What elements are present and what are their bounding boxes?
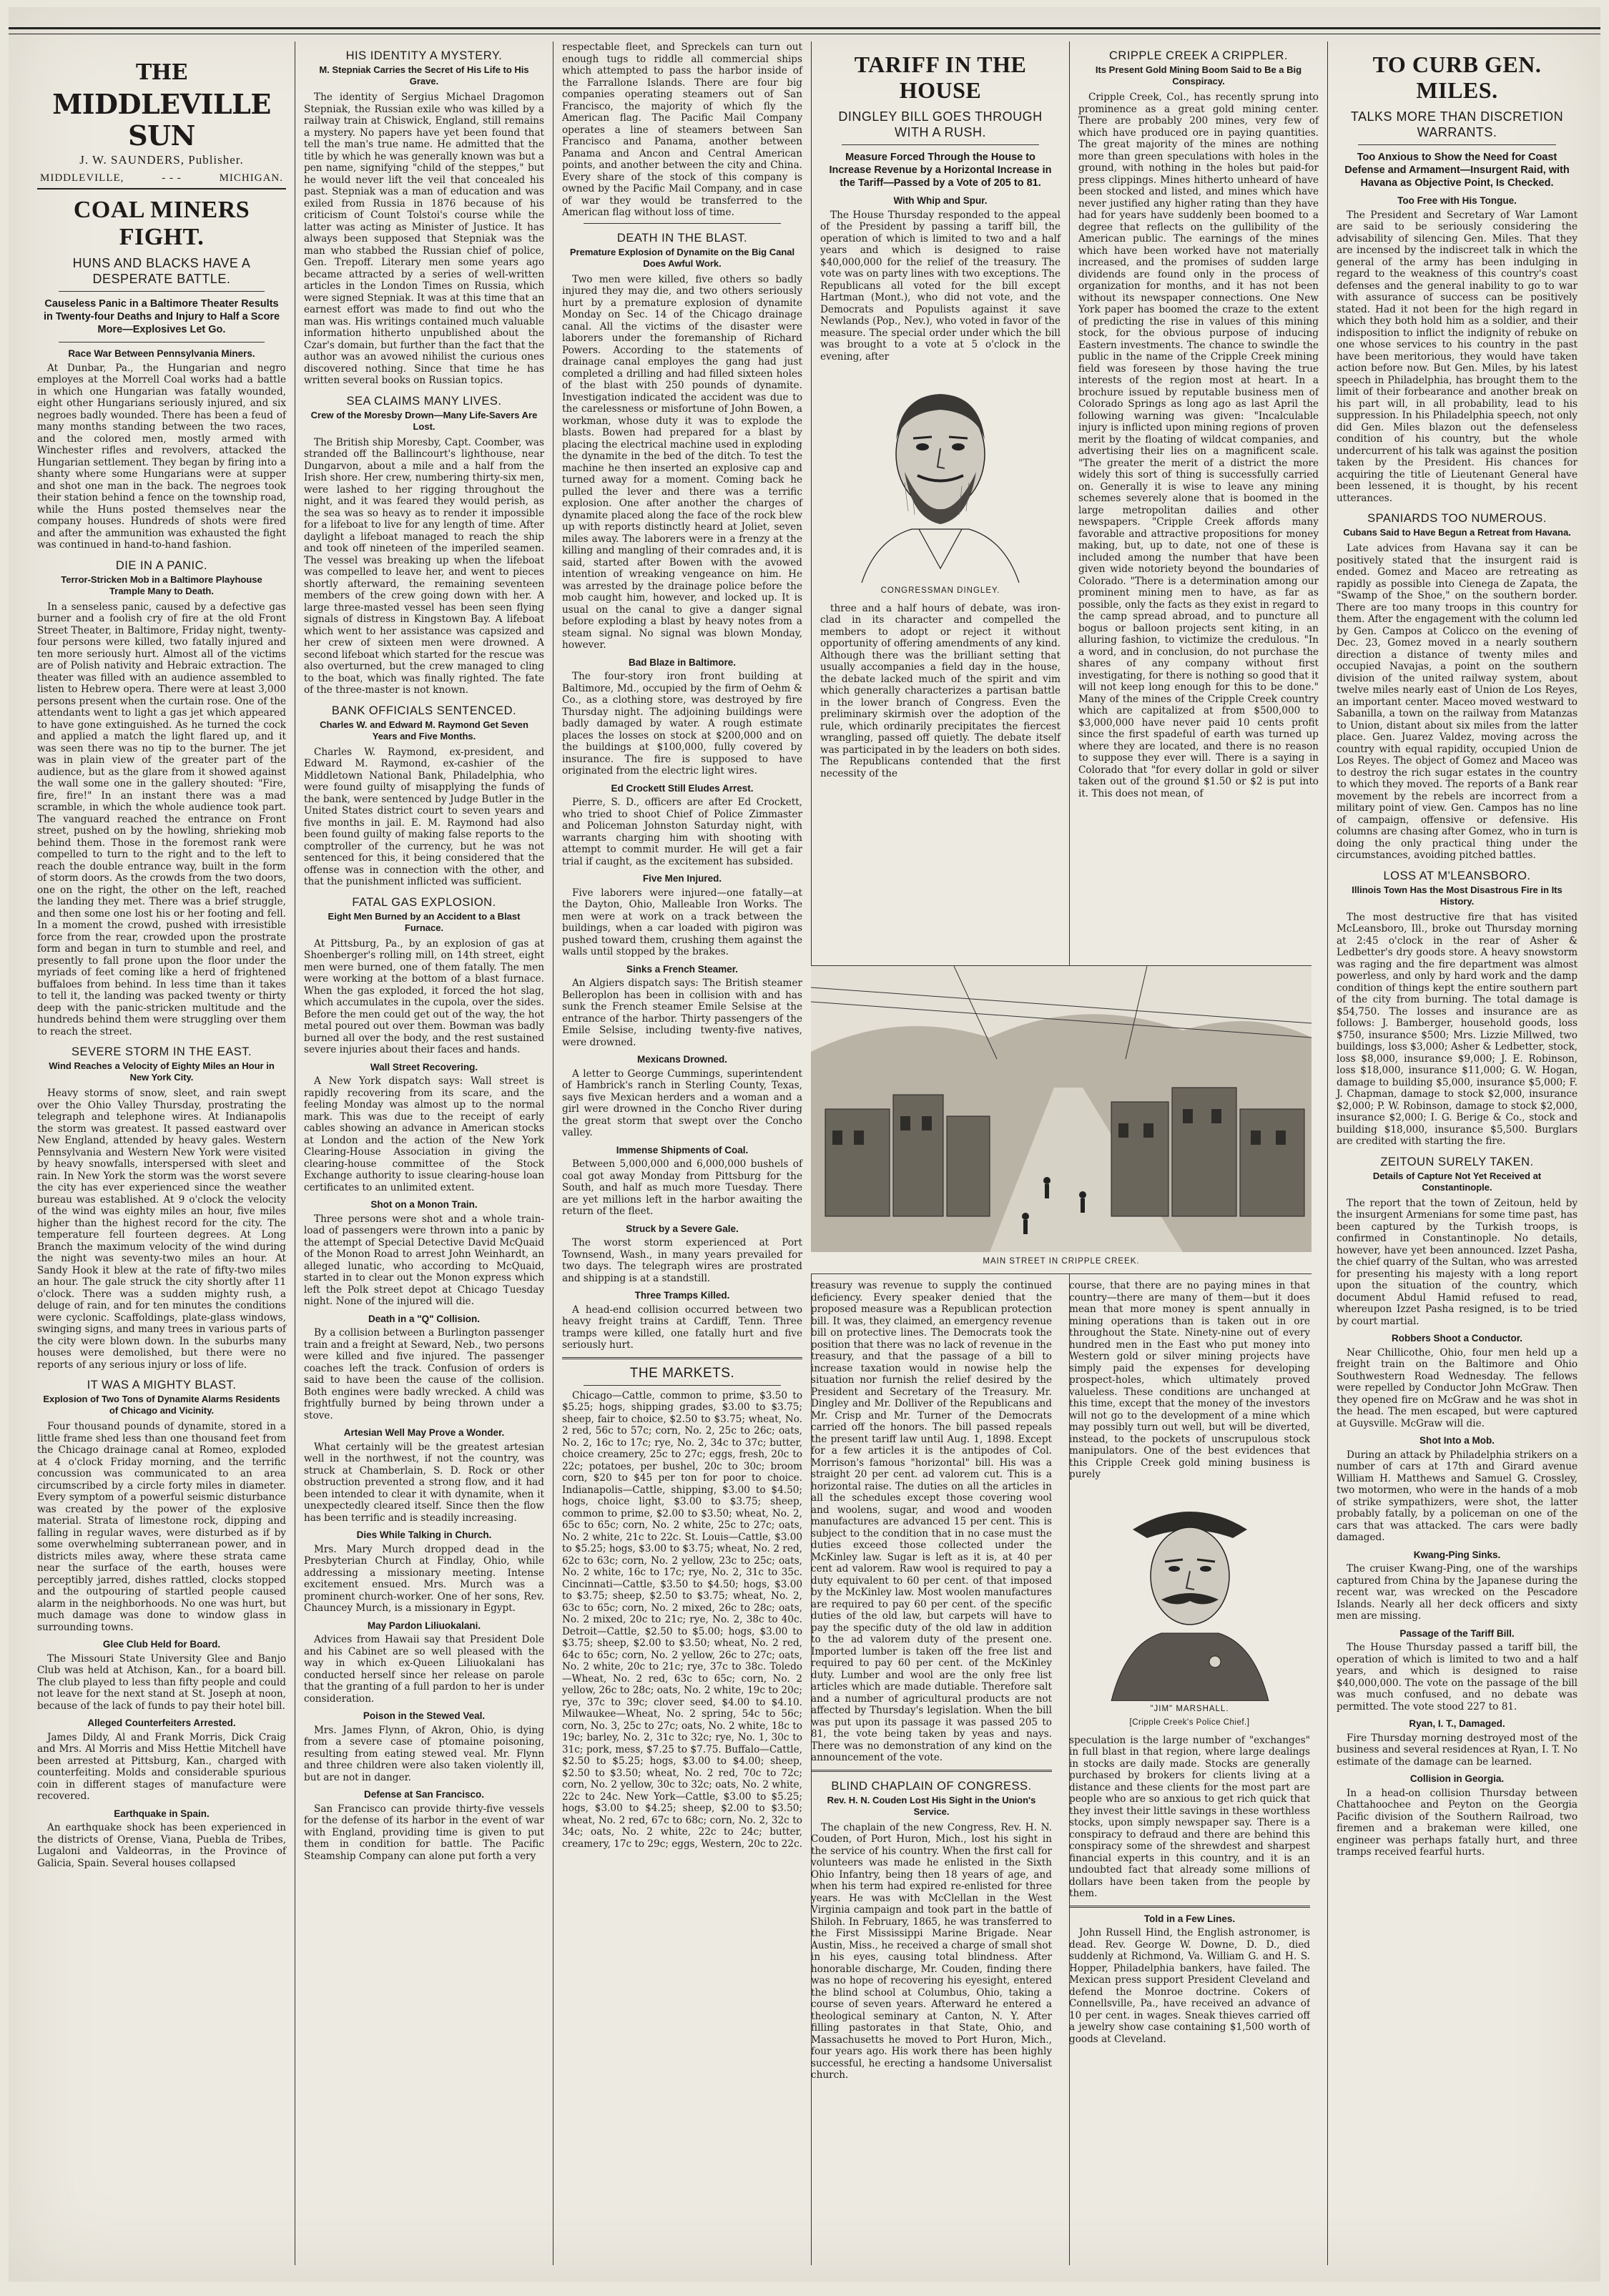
zeitoun-sub: Details of Capture Not Yet Received at Constantinople.: [1372, 1170, 1542, 1193]
divider: [842, 144, 1039, 145]
wall-text: A New York dispatch says: Wall street is rapidly recovering from its scare, and the feeling Monday was almost up to the normal mark. This was due to the receipt of early cables showing an advance in American stocks at London and the action of the New York Clearing-House Association in giving the clearing-house committee of the Stock Exchange authority to issue clearing-house loan certificates to an unlimited extent.: [304, 1075, 544, 1193]
column-2: [295, 41, 553, 2265]
church-text: Mrs. Mary Murch dropped dead in the Presbyterian Church at Findlay, Ohio, while addressing a missionary meeting. Intense excitement ensued. Mrs. Murch was a prominent church-worker. One of her sons, Rev. Chauncey Murch, is a missionary in Egypt.: [304, 1543, 544, 1614]
divider: [59, 342, 265, 343]
masthead-dashes: - - -: [162, 172, 182, 184]
tariff-below-text: treasury was revenue to supply the continued deficiency. Every speaker denied that the proposed measure was a Republican protection bill. It was, they claimed, an emergency revenue bill on protective lines. The Democrats took the position that there was no lack of revenue in the treasury, and that the passage of a bill to increase taxation would in nowise help the situation nor furnish the relief desired by the President and Secretary of the Treasury. Mr. Dingley and Mr. Dolliver of the Republicans and Mr. Crisp and Mr. Turner of the Democrats carried off the honors. The bill passed repeals the present tariff law until Aug. 1, 1898. Except for a few articles it is the antipodes of Col. Morrison's famous "horizontal" bill. His was a straight 20 per cent. ad valorem cut. This is a horizontal raise. The duties on all the articles in all the schedules except those covering wool and woolens, sugar, and wood and wooden manufactures are advanced 15 per cent. This is subject to the condition that in no case must the duties exceed those collected under the McKinley law. Sugar is left as it is, at 40 per cent ad valorem. Raw wool is required to pay a duty equivalent to 60 per cent. of that imposed by the McKinley law. Most woolen manufactures are required to pay 60 per cent. of the specific duties of the old law, but carpets will have to pay the specific duty of the old law in addition to the ad valorem duty of the present one. Imported lumber is taken off the free list and required to pay 60 per cent. of the McKinley duty. Lumber and wool are the only free list articles which are made dutiable. Therefore salt and a number of agricultural products are not affected by Thursday's legislation. When the bill was put upon its passage it was passed 205 to 81, the vote being taken by yeas and nays. There was no demonstration of any kind on the announcement of the vote.: [811, 1280, 1052, 1763]
zeitoun-head: ZEITOUN SURELY TAKEN.: [1380, 1155, 1534, 1168]
robbers-text: Near Chillicothe, Ohio, four men held up a freight train on the Baltimore and Ohio Southwestern Road Wednesday. The fellows were repelled by Conductor John McGraw. Then they opened fire on McGraw and he was shot in the head. The men escaped, but were captured at Guysville. McGraw will die.: [1337, 1346, 1578, 1429]
masthead-town: MIDDLEVILLE,: [40, 172, 124, 184]
sea-sub: Crew of the Moresby Drown—Many Life-Savers Are Lost.: [310, 409, 538, 432]
tramps-head: Three Tramps Killed.: [634, 1290, 730, 1301]
masthead-place: [37, 172, 286, 184]
divider: [584, 223, 781, 224]
robbers-head: Robbers Shoot a Conductor.: [1391, 1333, 1522, 1344]
spaniards-text: Late advices from Havana say it can be positively stated that the insurgent raid is ended. Gomez and Maceo are retreating as rapidly as possible into Cienega de Zapata, the "Swamp of the Shoe," on the southern border. There are too many troops in this country for them. After the engagement with the column led by Gen. Campos at Colicco on the evening of Dec. 23, Gomez moved in a nearly southern direction a distance of twenty miles and occupied Navajas, a point on the southern division of the united railway system, about twelve miles nearly east of Union de Los Reyes, an important center. Maceo moved westward to Sabanilla, a town on the railway from Matanzas to Union, distant about six miles from the latter place. Gen. Juarez Valdez, moving across the country with equal rapidity, occupied Union de Los Reyes. The object of Gomez and Maceo was to destroy the rich sugar estates in the country to which they moved. The reports of a Bank rear movement by the rebels are incorrect from a military point of view. Gen. Campos has no line of campaign, offensive or defensive. His columns are chasing after Gomez, who in turn is doing the only practical thing under the circumstances, avoiding pitched battles.: [1337, 543, 1578, 861]
identity-head: HIS IDENTITY A MYSTERY.: [345, 49, 503, 62]
steamer-text: An Algiers dispatch says: The British steamer Belleroplon has been in collision with and has sunk the French steamer Emile Selsise at the entrance of the harbor. Thirty passengers of the Emile Selsise, including twenty-five natives, were drowned.: [562, 977, 802, 1048]
tariff-head: TARIFF IN THE HOUSE: [854, 51, 1027, 103]
portrait-dingley: [820, 368, 1061, 597]
tramps-text: A head-end collision occurred between two heavy freight trains at Cardiff, Tenn. Three tramps were killed, one fatally hurt and five seriously hurt.: [562, 1304, 802, 1351]
counterfeit-text: James Dildy, Al and Frank Morris, Dick Craig and Mrs. Al Morris and Miss Hettie Mitchell have been arrested at Pittsburg, Kan., charged with counterfeiting. Molds and considerable spurious coin in different stages of manufacture were recovered.: [37, 1731, 286, 1802]
glee-text: The Missouri State University Glee and Banjo Club was held at Atchison, Kan., for a board bill. The club played to less than fifty people and could not leave for the next stand at St. Joseph at noon, because of the lack of funds to pay their hotel bill.: [37, 1652, 286, 1712]
portrait-marshall-subcaption: [Cripple Creek's Police Chief.]: [1129, 1718, 1250, 1727]
q-head: Death in a "Q" Collision.: [368, 1313, 481, 1324]
blast-sub: Explosion of Two Tons of Dynamite Alarms Residents of Chicago and Vicinity.: [43, 1394, 280, 1416]
glee-head: Glee Club Held for Board.: [102, 1639, 221, 1650]
identity-sub: M. Stepniak Carries the Secret of His Life to His Grave.: [319, 64, 529, 87]
deck-panic: Causeless Panic in a Baltimore Theater Results in Twenty-four Deaths and Injury to Half a Score More—Explosives Let Go.: [43, 298, 280, 335]
masthead-state: MICHIGAN.: [219, 172, 283, 184]
race-war-head: Race War Between Pennsylvania Miners.: [68, 348, 255, 359]
passage-text: The House Thursday passed a tariff bill, the operation of which is limited to two and a half years, and which is designed to raise $40,000,000. The vote on the passage of the bill was much confused, and no debate was permitted. The vote stood 227 to 81.: [1337, 1642, 1578, 1713]
five-text: Five laborers were injured—one fatally—at the Dayton, Ohio, Malleable Iron Works. The men were at work on a track between the buildings, when a car loaded with pigiron was pushed toward them, crushing them against the walls until stopped by the brakes.: [562, 887, 802, 957]
chaplain-sub: Rev. H. N. Couden Lost His Sight in the Union's Service.: [827, 1794, 1036, 1817]
monon-head: Shot on a Monon Train.: [370, 1199, 478, 1210]
defense-text: San Francisco can provide thirty-five vessels for the defense of its harbor in the event of war with England, providing time is given to put them in condition for battle. The Pacific Steamship Company can alone put forth a very: [304, 1803, 544, 1862]
panic-head: DIE IN A PANIC.: [115, 558, 208, 572]
artesian-head: Artesian Well May Prove a Wonder.: [343, 1427, 505, 1438]
spaniards-head: SPANIARDS TOO NUMEROUS.: [1367, 512, 1547, 525]
gas-text: At Pittsburg, Pa., by an explosion of gas at Shoenberger's rolling mill, on 14th street, eight men were burned, one of them fatally. The men were working at the bottom of a blast furnace. When the gas exploded, it forced the hot slag, which accumulates in the cupola, over the sides. Before the men could get out of the way, the hot metal poured out over them. Bowman was badly burned all over the body, and the rest sustained severe injuries about their faces and hands.: [304, 937, 544, 1055]
monon-text: Three persons were shot and a whole train-load of passengers were thrown into a panic by the attempt of Special Detective David McQuaid of the Monon Road to arrest John Weinhardt, an alleged lunatic, who according to McQuaid, started in to clear out the Monon express which left the Polk street depot at Chicago Tuesday night. None of the injured will die.: [304, 1213, 544, 1307]
artesian-text: What certainly will be the greatest artesian well in the northwest, if not the country, was struck at Chamberlain, S. D. Rock or other obstruction prevented a strong flow, and it had been intended to clear it with dynamite, when it unexpectedly cleared itself. Since then the flow has been terrific and is steadily increasing.: [304, 1441, 544, 1524]
death-sub: Premature Explosion of Dynamite on the Big Canal Does Awful Work.: [569, 246, 795, 269]
defense-head: Defense at San Francisco.: [363, 1789, 485, 1800]
mexicans-text: A letter to George Cummings, superintendent of Hambrick's ranch in Sterling County, Texas, says five Mexican herders and a woman and a girl were drowned in the Concho River during the great storm that swept over the Concho valley.: [562, 1068, 802, 1138]
dingley-deck: Measure Forced Through the House to Increase Revenue by a Horizontal Increase in the Tariff—Passed by a Vote of 205 to 81.: [829, 152, 1052, 189]
sea-head: SEA CLAIMS MANY LIVES.: [346, 394, 502, 408]
headline-coal-miners: COAL MINERS FIGHT.: [73, 197, 250, 250]
column-4-lower: [811, 1280, 1052, 2265]
whip-head: With Whip and Spur.: [893, 195, 988, 206]
blast-head: IT WAS A MIGHTY BLAST.: [87, 1379, 237, 1391]
storm-text: Heavy storms of snow, sleet, and rain swept over the Ohio Valley Thursday, prostrating the telegraph and telephone wires. At Indianapolis the storm was greatest. It passed eastward over New England, attended by heavy gales. Western Pennsylvania and Western New York were visited by heavy snowfalls, interspersed with sleet and rain. In New York the storm was the worst severe the city has ever experienced since the weather bureau was established. At 9 o'clock the velocity of the wind was eighty miles an hour, five miles higher than the highest record for the city. The temperature fell fourteen degrees. At Long Branch the maximum velocity of the wind during the night was seventy-two miles an hour. At Sandy Hook it blew at the rate of fifty-two miles an hour. The gale struck the city shortly after 11 o'clock. There was a sudden mighty rush, a deluge of rain, and for ten minutes the conditions were cyclonic. Scaffoldings, plate-glass windows, swinging signs, and many trees in various parts of the city were blown down. In the suburbs many houses were demolished, but there were no reports of any serious injury or loss of life.: [37, 1088, 286, 1371]
church-head: Dies While Talking in Church.: [356, 1529, 492, 1540]
bank-head: BANK OFFICIALS SENTENCED.: [331, 704, 517, 717]
bank-sub: Charles W. and Edward M. Raymond Get Seven Years and Five Months.: [320, 719, 528, 741]
newspaper-page: [9, 7, 1600, 2282]
tongue-head: Too Free with His Tongue.: [1397, 195, 1517, 206]
gas-head: FATAL GAS EXPLOSION.: [352, 895, 496, 909]
told-head: Told in a Few Lines.: [1143, 1913, 1236, 1924]
sinks-text: The cruiser Kwang-Ping, one of the warships captured from China by the Japanese during the recent war, was wrecked on the Pescadore Islands. Nearly all her deck officers and sixty men are missing.: [1337, 1563, 1578, 1622]
subhead-huns-blacks: HUNS AND BLACKS HAVE A DESPERATE BATTLE.: [72, 256, 251, 286]
steamer-head: Sinks a French Steamer.: [626, 963, 739, 975]
divider-double: [562, 1357, 802, 1359]
identity-text: The identity of Sergius Michael Dragomon Stepniak, the Russian exile who was killed by a railway train at Chiswick, England, still remains a mystery. No papers have yet been found that tell the man's true name. He admitted that the title by which he was generally known was but a pen name, signifying "child of the steppes," but he would never lift the veil that concealed his past. Stepniak was a man of education and was exiled from Russia in 1876 because of his criticism of Count Tolstoi's course while the latter was acting as Minister of Justice. It has always been supposed that Stepniak was the man who stabbed the Russian chief of police, Gen. Trepoff. Literary men some years ago became attracted by a series of well-written articles in the London Times on Russia, which were signed Stepniak. It was at this time that an earnest effort was made to find out who the man was. His writings contained much valuable information hitherto unpublished about the Czar's domain, but further than the fact that the author was an avowed nihilist the curious ones discovered nothing. Since that time he has written several books on Russian topics.: [304, 92, 544, 386]
bank-text: Charles W. Raymond, ex-president, and Edward M. Raymond, ex-cashier of the Middletown National Bank, Philadelphia, who were found guilty of misapplying the funds of the bank, were sentenced by Judge Butler in the United States district court to seven years and five months in jail. E. M. Raymond had also been found guilty of making false reports to the comptroller of the currency, but he was not sentenced for this, it being considered that the offense was in connection with the other, and that the punishment inflicted was sufficient.: [304, 746, 544, 887]
column-3: [553, 41, 812, 2265]
miles-sub: TALKS MORE THAN DISCRETION WARRANTS.: [1350, 109, 1564, 139]
masthead: [37, 41, 286, 189]
masthead-publisher: J. W. SAUNDERS, Publisher.: [79, 153, 244, 167]
q-text: By a collision between a Burlington passenger train and a freight at Seward, Neb., two persons were killed and five injured. The passenger coaches left the track. Confusion of orders is said to have been the cause of the collision. Both engines were badly wrecked. A child was frightfully burned by being thrown under a stove.: [304, 1327, 544, 1422]
column-1: [37, 41, 295, 2265]
defense-continued-text: respectable fleet, and Spreckels can turn out enough tugs to riddle all commercial ships which attempted to pass the harbor inside of the Farrallone Islands. There are four big companies operating steamers out of San Francisco, the majority of which fly the American flag. The Pacific Mail Company operates a line of steamers between San Francisco and Panama, another between Panama and Ancon and Central American points, and another between the city and China. Every share of the stock of this company is owned by the Pacific Mail Company, and in case of war they would be transferred to the American flag without loss of time.: [562, 41, 802, 218]
cripple-sub: Its Present Gold Mining Boom Said to Be a Big Conspiracy.: [1095, 64, 1302, 87]
after-portrait-text: three and a half hours of debate, was iron-clad in its character and compelled the members to adopt or reject it without opportunity of offering amendments of any kind. Although there was the brilliant setting that usually accompanies a field day in the house, the debate lacked much of the spirit and vim which generally characterizes a partisan battle in the lower branch of Congress. Even the preliminary skirmish over the adoption of the rule, which ordinarily precipitates the fiercest wrangling, passed off quietly. The debate itself was participated in by the leaders on both sides. The Republicans contended that the first necessity of the: [820, 602, 1061, 779]
pardon-head: May Pardon Liliuokalani.: [367, 1620, 481, 1631]
divider: [584, 1385, 781, 1386]
miles-head: TO CURB GEN. MILES.: [1372, 51, 1542, 103]
storm-head: SEVERE STORM IN THE EAST.: [71, 1045, 252, 1058]
dingley-head: DINGLEY BILL GOES THROUGH WITH A RUSH.: [838, 109, 1043, 139]
column-6: [1328, 41, 1586, 2265]
told-text: John Russell Hind, the English astronomer, is dead. Rev. George W. Downe, D. D., died suddenly at Richmond, Va. William G. and H. S. Hopper, Philadelphia bankers, have failed. The Mexican press support President Cleveland and defend the Monroe doctrine. Cokers of Connellsville, Pa., have received an advance of 10 per cent. in wages. Sneak thieves carried off a jewelry show case containing $1,500 worth of goods at Cleveland.: [1069, 1927, 1310, 2045]
quake-text: An earthquake shock has been experienced in the districts of Orense, Viana, Puebla de Tribes, Lugaloni and Valdeorras, in the Province of Galicia, Spain. Several houses collapsed: [37, 1822, 286, 1869]
passage-head: Passage of the Tariff Bill.: [1399, 1627, 1515, 1639]
top-rule: [9, 27, 1600, 34]
miles-deck: Too Anxious to Show the Need for Coast Defense and Armament—Insurgent Raid, with Havana as Objective Point, Is Checked.: [1344, 152, 1570, 189]
blaze-head: Bad Blaze in Baltimore.: [628, 656, 737, 668]
main-street-caption: MAIN STREET IN CRIPPLE CREEK.: [983, 1257, 1140, 1266]
five-head: Five Men Injured.: [642, 873, 722, 884]
divider: [1358, 144, 1556, 145]
cripple-head: CRIPPLE CREEK A CRIPPLER.: [1108, 49, 1288, 62]
portrait-dingley-caption: CONGRESSMAN DINGLEY.: [880, 586, 1000, 595]
loss-sub: Illinois Town Has the Most Disastrous Fire in Its History.: [1352, 884, 1563, 907]
cripple-text: Cripple Creek, Col., has recently sprung into prominence as a great gold mining center. There are probably 200 mines, very few of which have produced ore in paying quantities. The great majority of the mines are nothing more than green speculations with holes in the ground, with nothing in the holes but paid-for press clippings. Mines hitherto unheard of have been stocked and listed, and mines which have never justified any higher rating than they have had for years have suddenly been boomed to a degree that reflects on the gullibility of the American public. The earnings of the mines which have been worked have not materially increased, and the promises of sudden large dividends are found only in the process of organization for months, and it has not been without its newspaper connections. One New York paper has boomed the craze to the extent of predicting the rise in values of this mining stock, for the obvious purpose of inducing Eastern investments. The chance to swindle the public in the name of the Cripple Creek mining field was foreseen by those having the true interests of the region most at heart. In a brochure issued by reputable business men of Colorado Springs as long ago as last April the following warning was given: "Incalculable injury is inflicted upon mining regions of proven merit by the floating of wildcat companies, and advertising their lies on a magnificent scale. "The greater the merit of a district the more widely this sort of thing is successfully carried on. Generally it is wise to leave any mining schemes severely alone that is boomed in the large metropolitan dailies and other newspapers. "Cripple Creek affords many favorable and attractive propositions for money making, but, up to date, not one of these is included among the number that have been given wide notoriety beyond the boundaries of Colorado. "There is a determination among our prominent mining men to have, as far as possible, only the facts as they exist in regard to the camp spread abroad, and to puncture all bogus or balloon projects sent kiting, in an alluring fashion, to victimize the credulous. "In a word, and in conclusion, do not purchase the shares of any company without first investigating, for there is nothing so good that it will not keep long enough for this to be done." Many of the mines of the Cripple Creek country which are capitalized at from $500,000 to $3,000,000 have never paid 10 cents profit since the first spadeful of earth was turned up where they are located, and there is no reason to suppose they ever will. There is a saying in Colorado that "for every dollar in gold or silver taken out of the ground $1.50 or $2 is put into it. This does not mean, of: [1078, 92, 1319, 799]
quake-head: Earthquake in Spain.: [114, 1808, 210, 1819]
coal-text: Between 5,000,000 and 6,000,000 bushels of coal got away Monday from Pittsburg for the South, and half as much more Tuesday. There are yet millions left in the harbor awaiting the return of the fleet.: [562, 1158, 802, 1217]
column-5-lower: [1069, 1280, 1310, 2265]
veal-head: Poison in the Stewed Veal.: [363, 1710, 486, 1721]
georgia-head: Collision in Georgia.: [1409, 1773, 1505, 1784]
masthead-the: THE: [135, 60, 188, 85]
pardon-text: Advices from Hawaii say that President Dole and his Cabinet are so well pleased with the way in which ex-Queen Liliuokalani has conducted herself since her release on parole that the granting of a full pardon to her is under consideration.: [304, 1634, 544, 1705]
cripple-cont-text: course, that there are no paying mines in that country—there are many of them—but it does mean that more money is spent annually in mining operations than is taken out in ore throughout the State. Ninety-nine out of every hundred men in the East who put money into Western gold or silver mining projects have simply paid the expenses for developing prospect-holes, which ultimately proved valueless. These conditions are unchanged at this time, except that the money of the investors will not go to the development of a mine which may possibly turn out well, but will be diverted, instead, to the pockets of unscrupulous stock manipulators. One of the best evidences that this Cripple Creek gold mining business is purely: [1069, 1280, 1310, 1480]
sea-text: The British ship Moresby, Capt. Coomber, was stranded off the Ballincourt's lighthouse, near Dungarvon, about a mile and a half from the Irish shore. Her crew, numbering thirty-six men, were lashed to her rigging throughout the night, and it was feared they would perish, as the sea was so heavy as to render it impossible for a lifeboat to live for any length of time. After daylight a lifeboat managed to reach the ship and took off nineteen of the imperiled seamen. The vessel was breaking up when the lifeboat was compelled to leave her, and went to pieces shortly afterward, the remaining seventeen members of the crew going down with her. A large three-masted vessel has been seen flying signals of distress in Kingstown Bay. A lifeboat which went to her assistance was capsized and her crew of sixteen men were drowned. A second lifeboat which started for the rescue was also overturned, but the crew managed to cling to the boat, which was finally righted. The fate of the three-master is not known.: [304, 436, 544, 696]
race-war-text: At Dunbar, Pa., the Hungarian and negro employes at the Morrell Coal works had a battle in which one Hungarian was fatally wounded, eight other Hungarians seriously injured, and six negroes badly wounded. There has been a feud of many months standing between the two races, and the colored men, mostly armed with Winchester rifles and revolvers, attacked the Hungarian settlement. They began by firing into a shanty where some Hungarians were at supper and shot one man in the back. The negroes took their station behind a fence on the township road, while the Huns posted themselves near the company houses. Hundreds of shots were fired and after the ammunition was exhausted the fight was continued in hand-to-hand fashion.: [37, 362, 286, 551]
gale-text: The worst storm experienced at Port Townsend, Wash., in many years prevailed for two days. The telegraph wires are prostrated and shipping is at a standstill.: [562, 1237, 802, 1284]
markets-text: Chicago—Cattle, common to prime, $3.50 to $5.25; hogs, shipping grades, $3.00 to $3.75; sheep, fair to choice, $2.50 to $3.75; wheat, No. 2 red, 56c to 57c; corn, No. 2, 25c to 26c; oats, No. 2, 16c to 17c; rye, No. 2, 34c to 37c; butter, choice creamery, 25c to 27c; eggs, fresh, 20c to 22c; potatoes, per bushel, 20c to 30c; broom corn, $20 to $45 per ton for poor to choice. Indianapolis—Cattle, shipping, $3.00 to $4.50; hogs, choice light, $3.00 to $3.75; sheep, common to prime, $2.00 to $3.50; wheat, No. 2, 65c to 65c; corn, No. 2 white, 25c to 27c; oats, No. 2 white, 21c to 22c. St. Louis—Cattle, $3.00 to $5.25; hogs, $3.00 to $3.75; wheat, No. 2 red, 62c to 63c; corn, No. 2 yellow, 23c to 25c; oats, No. 2 white, 16c to 17c; rye, No. 2, 31c to 35c. Cincinnati—Cattle, $3.50 to $4.50; hogs, $3.00 to $3.75; sheep, $2.50 to $3.75; wheat, No. 2, 63c to 65c; corn, No. 2 mixed, 26c to 28c; oats, No. 2 mixed, 20c to 21c; rye, No. 2, 38c to 40c. Detroit—Cattle, $2.50 to $5.00; hogs, $3.00 to $3.75; sheep, $2.00 to $3.50; wheat, No. 2 red, 64c to 65c; corn, No. 2 yellow, 26c to 27c; oats, No. 2 white, 20c to 21c; rye, 37c to 38c. Toledo—Wheat, No. 2 red, 63c to 65c; corn, No. 2 yellow, 26c to 28c; oats, No. 2 white, 19c to 20c; rye, 37c to 39c; clover seed, $4.00 to $4.10. Milwaukee—Wheat, No. 2 spring, 54c to 56c; corn, No. 3, 25c to 27c; oats, No. 2 white, 18c to 19c; barley, No. 2, 31c to 32c; rye, No. 1, 30c to 31c; pork, mess, $7.25 to $7.75. Buffalo—Cattle, $2.50 to $5.25; hogs, $3.00 to $4.00; sheep, $2.50 to $3.50; wheat, No. 2 red, 70c to 72c; corn, No. 2 yellow, 30c to 32c; oats, No. 2 white, 22c to 24c. New York—Cattle, $3.00 to $5.25; hogs, $3.00 to $4.25; sheep, $2.00 to $3.50; wheat, No. 2 red, 67c to 68c; corn, No. 2, 32c to 34c; oats, No. 2 white, 22c to 24c; butter, creamery, 17c to 29c; eggs, Western, 20c to 22c.: [562, 1389, 803, 1850]
divider-double: [811, 1770, 1052, 1772]
veal-text: Mrs. James Flynn, of Akron, Ohio, is dying from a severe case of ptomaine poisoning, resulting from eating stewed veal. Mr. Flynn and three children were also taken violently ill, but are not in danger.: [304, 1724, 544, 1783]
portrait-marshall-caption: "JIM" MARSHALL.: [1150, 1704, 1229, 1713]
mob-text: During an attack by Philadelphia strikers on a number of cars at 17th and Girard avenue William H. Matthews and Samuel G. Crossley, two motormen, who were in the hands of a mob of strike sympathizers, were shot, the latter probably fatally, by a policeman on one of the cars that was attacked. The cars were badly damaged.: [1337, 1449, 1578, 1543]
mexicans-head: Mexicans Drowned.: [636, 1054, 728, 1065]
georgia-text: In a head-on collision Thursday between Chattahoochee and Peyton on the Georgia Pacific division of the Southern Railroad, two firemen and a brakeman were killed, one engineer was perhaps fatally hurt, and three tramps received fearful hurts.: [1337, 1787, 1578, 1858]
crockett-head: Ed Crockett Still Eludes Arrest.: [611, 782, 754, 794]
marshall-portrait-image: [1090, 1487, 1290, 1701]
loss-text: The most destructive fire that has visited McLeansboro, Ill., broke out Thursday morning at 2:45 o'clock in the rear of Asher & Ledbetter's dry goods store. A heavy snowstorm was raging and the fire department was almost powerless, and only by hard work and the damp condition of things kept the entire southern part of the city from burning. The total damage is $54,750. The losses and insurance are as follows: J. Bamberger, household goods, loss $750, insurance $500; Mrs. Lizzie Millwed, two buildings, loss $3,000; Asher & Ledbetter, stock, loss $8,000, insurance $9,000; J. E. Robinson, loss $18,000, insurance $11,000; G. W. Hogan, damage to building $5,000, insurance $5,000; F. J. Chapman, damage to stock $2,000, insurance $2,000; P. W. Robinson, damage to stock $2,000, insurance $2,000; I. G. Berige & Co., stock and building $18,000, insurance $5,500. Burglars are credited with starting the fire.: [1337, 911, 1578, 1147]
chaplain-text: The chaplain of the new Congress, Rev. H. N. Couden, of Port Huron, Mich., lost his sight in the service of his country. When the first call for volunteers was made he enlisted in the Sixth Ohio Infantry, being then 18 years of age, and when his term had expired re-enlisted for three years. He was with McClellan in the West Virginia campaign and took part in the battle of Shiloh. In February, 1865, he was transferred to the First Mississippi Marine Brigade. Near Austin, Miss., he received a charge of small shot in his eyes, causing total blindness. After honorable discharge, Mr. Couden, finding there was no hope of recovering his eyesight, entered the blind school at Columbus, Ohio, taking a course of seven years. Afterward he entered a theological seminary at Canton, N. Y. After filling pastorates in that State, Ohio, and Massachusetts he moved to Port Huron, Mich., four years ago. His work there has been highly successful, he erecting a handsome Universalist church.: [811, 1821, 1052, 2081]
counterfeit-head: Alleged Counterfeiters Arrested.: [87, 1718, 236, 1728]
markets-head: THE MARKETS.: [629, 1365, 735, 1381]
wall-head: Wall Street Recovering.: [370, 1061, 478, 1073]
masthead-name: MIDDLEVILLE SUN: [52, 88, 271, 152]
chaplain-head: BLIND CHAPLAIN OF CONGRESS.: [831, 1779, 1032, 1793]
crockett-text: Pierre, S. D., officers are after Ed Crockett, who tried to shoot Chief of Police Zimmaster and Policeman Johnston Saturday night, with warrants charging him with shooting with attempt to commit murder. He will get a fair trial if caught, as the excitement has subsided.: [562, 797, 802, 867]
panic-sub: Terror-Stricken Mob in a Baltimore Playhouse Trample Many to Death.: [61, 573, 262, 596]
death-text: Two men were killed, five others so badly injured they may die, and two others seriously hurt by a premature explosion of dynamite Monday on Sec. 14 of the Chicago drainage canal. All the victims of the disaster were laborers under the foremanship of Richard Powers. According to the statements of drainage canal employes the gang had just completed a drilling and had filled sixteen holes of the blast with 250 pounds of dynamite. Investigation indicated the accident was due to the carelessness or misfortune of John Bowen, a workman, whose duty it was to explode the blasts. Bowen had prepared for a blast by placing the electrical machine used in exploding the dynamite in the bed of the ditch. To test the machine he then inserted an explosive cap and turned away for a moment. Coming back he pulled the lever and there was a terrific explosion. One after another the charges of dynamite placed along the face of the rock blew up with reports distinctly heard at Joliet, seven miles away. The laborers were in a frenzy at the killing and mangling of their comrades and, it is said, started after Bowen with the avowed intention of wreaking vengeance on him. He was arrested by the drainage police before the mob caught him, however, and locked up. It is usual on the canal to give a danger signal before exploding a blast by heavy notes from a steam signal. No signal was blown Monday, however.: [562, 273, 802, 651]
whip-text: The House Thursday responded to the appeal of the President by passing a tariff bill, the operation of which is limited to two and a half years and which is designed to raise $40,000,000 for the relief of the treasury. The vote was on party lines with two exceptions. The Republicans all voted for the bill except Hartman (Mont.), who did not vote, and the Democrats and Populists against it save Newlands (Pop., Nev.), who voted in favor of the measure. The special order under which the bill was brought to a vote at 5 o'clock in the evening, after: [820, 209, 1061, 363]
masthead-title: [37, 54, 286, 152]
gas-sub: Eight Men Burned by an Accident to a Blast Furnace.: [328, 910, 521, 933]
spaniards-sub: Cubans Said to Have Begun a Retreat from Havana.: [1343, 527, 1571, 538]
sinks-head: Kwang-Ping Sinks.: [1413, 1549, 1501, 1560]
ryan-head: Ryan, I. T., Damaged.: [1409, 1718, 1505, 1729]
storm-sub: Wind Reaches a Velocity of Eighty Miles an Hour in New York City.: [49, 1060, 275, 1083]
zeitoun-text: The report that the town of Zeitoun, held by the insurgent Armenians for some time past, has been captured by the Turkish troops, is confirmed in Constantinople. No details, however, have yet been announced. Izzet Pasha, the chief quarry of the Sultan, who was arrested for presenting his majesty with a long report upon the situation of the country, which document Abdul Hamid refused to read, whereupon Izzet Pasha resigned, is to be tried by court martial.: [1337, 1197, 1578, 1327]
blast-text: Four thousand pounds of dynamite, stored in a little frame shed less than one thousand feet from the Chicago drainage canal at Romeo, exploded at 4 o'clock Friday morning, and the terrific concussion was communicated to an area circumscribed by a circle forty miles in diameter. Every symptom of a powerful seismic disturbance was created by the power of the explosive material. Strata of limestone rock, dipping and falling in regular waves, were disturbed as if by some overwhelming subterranean power, and in districts miles away, where these strata came near the surface of the earth, houses were perceptibly jarred, dishes rattled, clocks stopped and the outpouring of startled people caused alarm in the neighborhoods. No one was hurt, but much damage was done to window glass in surrounding towns.: [37, 1421, 286, 1633]
columns: [37, 41, 1579, 2265]
dingley-portrait-image: [833, 368, 1048, 583]
death-head: DEATH IN THE BLAST.: [616, 231, 748, 245]
gale-head: Struck by a Severe Gale.: [626, 1223, 739, 1234]
cripple-after-text: speculation is the large number of "exchanges" in full blast in that region, where large dealings in stocks are daily made. Stocks are generally purchased by brokers for clients living at a distance and these clients for the most part are people who are so anxious to get rich quick that they invest their little savings in these worthless stocks, upon simply newspaper say. There is a conspiracy to defraud and there are behind this conspiracy some of the shrewdest and sharpest financial experts in this country, and it is an undoubted fact that already some millions of dollars have been taken from the people by them.: [1069, 1734, 1310, 1899]
blaze-text: The four-story iron front building at Baltimore, Md., occupied by the firm of Oehm & Co., as a clothing store, was destroyed by fire Thursday night. The adjoining buildings were badly damaged by water. A rough estimate places the losses on stock at $200,000 and on the buildings at $100,000, fully covered by insurance. The fire is supposed to have originated from the electric light wires.: [562, 671, 802, 777]
divider: [59, 291, 265, 292]
portrait-marshall: [1069, 1487, 1310, 1729]
loss-head: LOSS AT M'LEANSBORO.: [1383, 869, 1531, 882]
divider-double: [1069, 1906, 1310, 1908]
mob-head: Shot Into a Mob.: [1419, 1435, 1495, 1446]
cripple-creek-illustration: [811, 965, 1312, 1274]
main-street-image: [811, 966, 1312, 1252]
panic-text: In a senseless panic, caused by a defective gas burner and a foolish cry of fire at the old Front Street Theater, in Baltimore, Friday night, twenty-four persons were killed, two fatally injured and ten more seriously hurt. Almost all of the victims are of Polish nativity and Hebraic extraction. The theater was filled with an audience assembled to listen to Hebrew opera. There were at least 3,000 persons present when the curtain rose. One of the attendants went to light a gas jet which appeared to have gone extinguished. As he turned the cock and applied a match the light flared up, and it was seen there was no tip to the burner. The jet was in plain view of the greater part of the audience, but as the glare from it showed against the wall some one in the gallery shouted: "Fire, fire, fire!" In an instant there was a mad scramble, in which the whole audience took part. The vanguard reached the entrance on Front street, pushed on by the howling, shrieking mob behind them. Those in the foremost rank were compelled to turn to the right and to the left to reach the double entrance way, built in the form of storm doors. As the crowds from the two doors, one on the right, the other on the left, reached the landing they met. There was a brief struggle, and then some one lost his or her footing and fell. In a moment the crowd, pushed with irresistible force from the rear, crowded upon the prostrate form and began in turn to stumble and reel, and presently to fall prone upon the floor under the myriads of feet coming like a herd of frightened buffaloes from behind. In less time than it takes to tell it, the landing was packed twenty or thirty deep with the panic-stricken multitude and the hundreds behind them were struggling over them to reach the street.: [37, 601, 286, 1038]
tongue-text: The President and Secretary of War Lamont are said to be seriously considering the advisability of silencing Gen. Miles. That they are incensed by the indiscreet talk in which the general of the army has been indulging in regard to the weakness of this country's coast defenses and the general inability to go to war with assurance of success can be positively stated. Had it not been for the high regard in which they both hold him as a soldier, and their indisposition to inflict the indignity of rebuke on one whose services to his country in the past have been meritorious, they would have taken action before now. But Gen. Miles, by his latest speech in Philadelphia, has brought them to the limit of their forbearance and another break on his part will, in all probability, lead to his suppression. In his Philadelphia speech, not only did Gen. Miles blazon out the defenseless condition of his country, but the whole undercurrent of his talk was against the position taken by the President. His chances for acquiring the title of Lieutenant General have been lessened, it is thought, by his recent utterances.: [1337, 209, 1578, 504]
ryan-text: Fire Thursday morning destroyed most of the business and several residences at Ryan, I. T. No estimate of the damage can be learned.: [1337, 1732, 1578, 1768]
coal-head: Immense Shipments of Coal.: [616, 1144, 749, 1156]
